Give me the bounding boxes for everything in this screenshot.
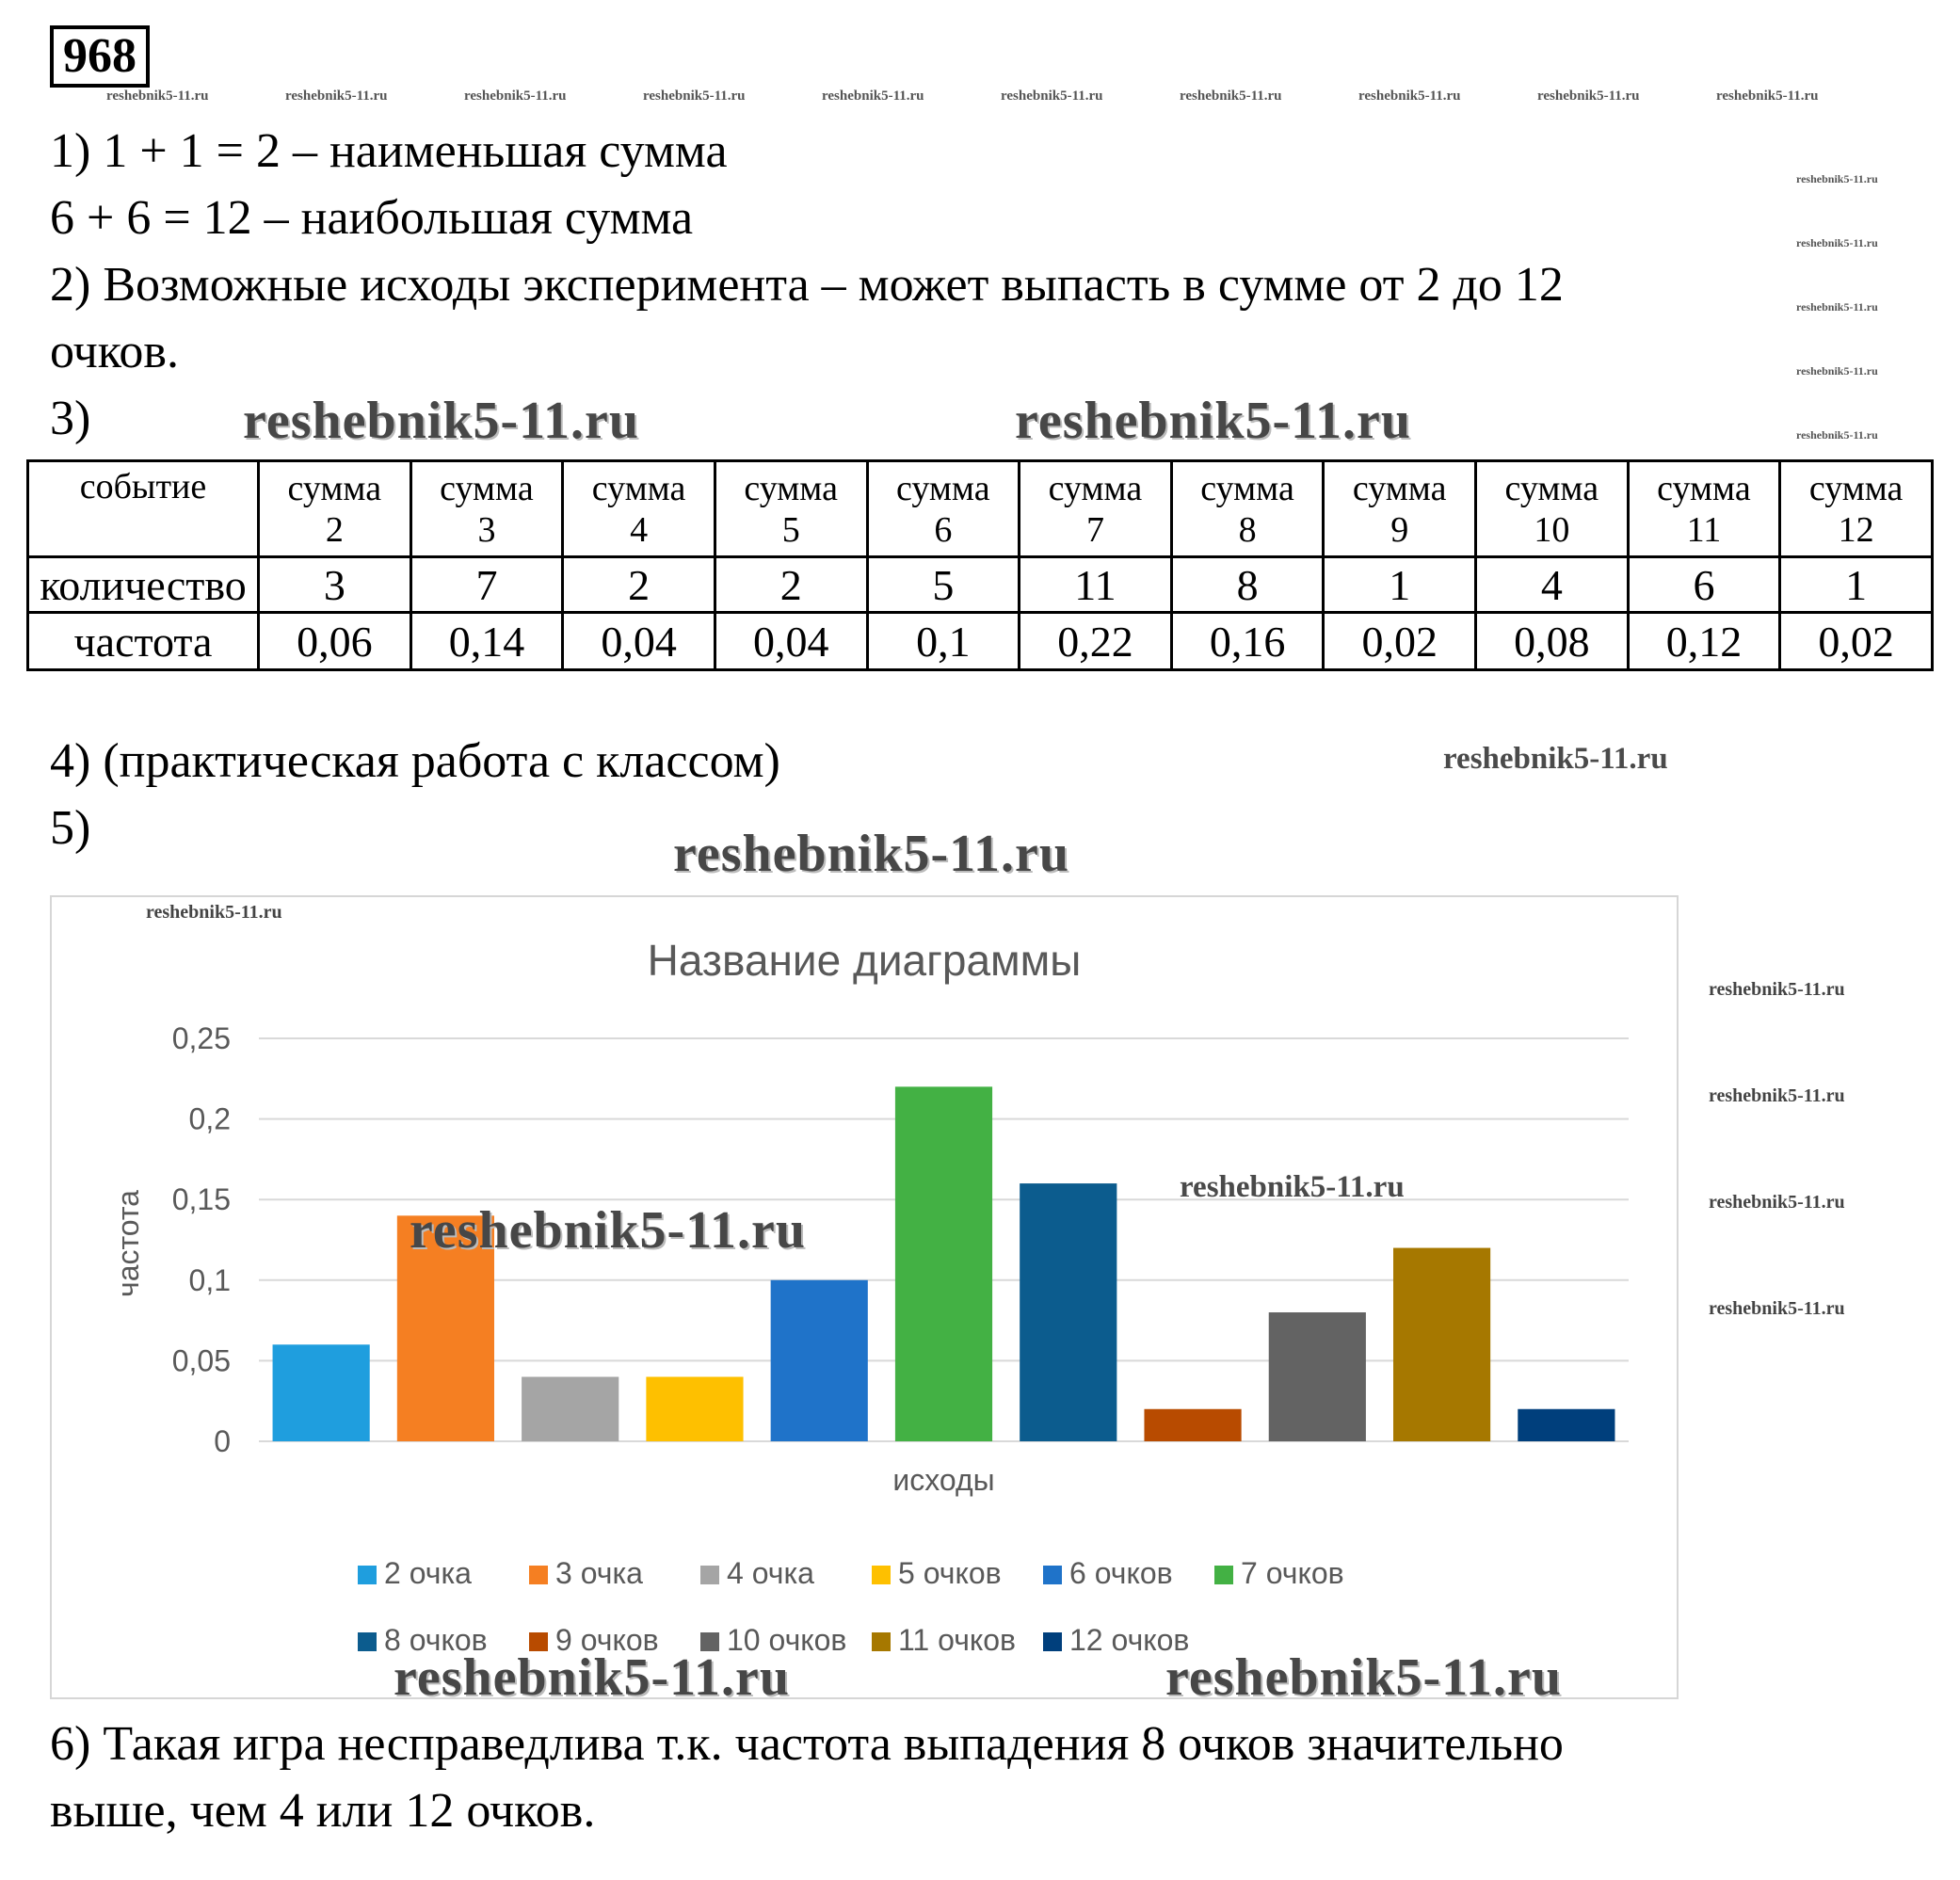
watermark: reshebnik5-11.ru (1796, 364, 1878, 378)
legend-label: 8 очков (384, 1623, 488, 1657)
y-tick-label: 0,2 (188, 1101, 231, 1136)
watermark: reshebnik5-11.ru (1443, 742, 1668, 776)
sum-word: сумма (896, 468, 990, 508)
legend-label: 9 очков (555, 1623, 659, 1657)
legend-swatch (529, 1566, 548, 1584)
legend-swatch (1043, 1632, 1062, 1651)
table-header-cell (410, 461, 563, 557)
sum-value: 11 (1686, 509, 1722, 550)
watermark: reshebnik5-11.ru (1796, 300, 1878, 313)
chart-title: Название диаграммы (647, 936, 1082, 985)
watermark: reshebnik5-11.ru (1796, 236, 1878, 249)
watermark: reshebnik5-11.ru (410, 1201, 807, 1260)
sum-value: 7 (1085, 509, 1104, 550)
legend-label: 7 очков (1241, 1556, 1344, 1590)
count-cell: 5 (867, 557, 1020, 613)
frequency-cell: 0,04 (715, 613, 867, 670)
watermark: reshebnik5-11.ru (643, 88, 746, 104)
legend-label: 12 очков (1069, 1623, 1190, 1657)
legend-swatch (358, 1632, 377, 1651)
count-cell: 2 (563, 557, 715, 613)
table-header-cell (1476, 461, 1629, 557)
table-header-cell (1020, 461, 1172, 557)
row-label-frequency: частота (28, 613, 259, 670)
watermark: reshebnik5-11.ru (394, 1648, 791, 1707)
table-header-cell (1628, 461, 1780, 557)
y-tick-label: 0,05 (171, 1343, 231, 1378)
bar-1 (273, 1344, 370, 1441)
count-cell: 1 (1324, 557, 1476, 613)
sum-word: сумма (1048, 468, 1143, 508)
legend-label: 5 очков (898, 1556, 1002, 1590)
watermark: reshebnik5-11.ru (822, 88, 924, 104)
sum-word: сумма (1504, 468, 1599, 508)
watermark: reshebnik5-11.ru (285, 88, 388, 104)
line-2: 6 + 6 = 12 – наибольшая сумма (50, 191, 694, 245)
watermark: reshebnik5-11.ru (1716, 88, 1819, 104)
legend-swatch (872, 1632, 891, 1651)
legend-label: 3 очка (555, 1556, 643, 1590)
legend-item (358, 1556, 472, 1591)
sum-value: 5 (781, 509, 800, 550)
line-4: очков. (50, 325, 179, 378)
bar-9 (1269, 1312, 1366, 1441)
frequency-table (26, 459, 1934, 671)
y-tick-label: 0 (214, 1424, 231, 1458)
task-number: 968 (50, 25, 150, 88)
watermark: reshebnik5-11.ru (1180, 1170, 1405, 1204)
table-header-cell (715, 461, 867, 557)
y-axis-label: частота (111, 1190, 145, 1297)
row-label-event: событие (28, 461, 259, 557)
table-header-cell (867, 461, 1020, 557)
line-7: 5) (50, 801, 91, 855)
line-8: 6) Такая игра несправедлива т.к. частота выпадения 8 очков значительно (50, 1717, 1564, 1771)
y-tick-label: 0,15 (171, 1182, 231, 1217)
legend-swatch (358, 1566, 377, 1584)
sum-word: сумма (440, 468, 534, 508)
sum-value: 2 (325, 509, 344, 550)
watermark: reshebnik5-11.ru (1796, 172, 1878, 185)
watermark: reshebnik5-11.ru (1165, 1648, 1563, 1707)
frequency-cell: 0,04 (563, 613, 715, 670)
watermark: reshebnik5-11.ru (1001, 88, 1103, 104)
watermark: reshebnik5-11.ru (243, 392, 640, 450)
sum-word: сумма (744, 468, 838, 508)
frequency-cell: 0,12 (1628, 613, 1780, 670)
frequency-cell: 0,1 (867, 613, 1020, 670)
x-axis-label: исходы (892, 1463, 995, 1497)
frequency-cell: 0,22 (1020, 613, 1172, 670)
table-header-cell (1780, 461, 1933, 557)
watermark: reshebnik5-11.ru (1709, 1298, 1845, 1319)
legend-label: 11 очков (898, 1623, 1017, 1657)
bar-7 (1020, 1183, 1117, 1441)
sum-word: сумма (287, 468, 382, 508)
count-cell: 8 (1171, 557, 1324, 613)
watermark: reshebnik5-11.ru (1537, 88, 1640, 104)
count-cell: 4 (1476, 557, 1629, 613)
legend-label: 6 очков (1069, 1556, 1173, 1590)
legend-item (529, 1556, 643, 1591)
line-1: 1) 1 + 1 = 2 – наименьшая сумма (50, 124, 728, 178)
count-cell: 2 (715, 557, 867, 613)
frequency-cell: 0,02 (1324, 613, 1476, 670)
y-tick-label: 0,25 (171, 1021, 231, 1055)
legend-swatch (1214, 1566, 1233, 1584)
line-6: 4) (практическая работа с классом) (50, 734, 780, 788)
watermark: reshebnik5-11.ru (1709, 1192, 1845, 1213)
watermark: reshebnik5-11.ru (673, 825, 1070, 883)
sum-value: 12 (1838, 509, 1874, 550)
frequency-cell: 0,06 (259, 613, 411, 670)
bar-11 (1518, 1409, 1615, 1441)
watermark: reshebnik5-11.ru (1358, 88, 1461, 104)
bar-5 (771, 1280, 868, 1441)
table-header-cell (563, 461, 715, 557)
line-5: 3) (50, 392, 91, 445)
legend-swatch (1043, 1566, 1062, 1584)
chart-area (50, 895, 1679, 1699)
sum-value: 4 (630, 509, 649, 550)
legend-label: 2 очка (384, 1556, 472, 1590)
sum-value: 6 (934, 509, 953, 550)
sum-word: сумма (1657, 468, 1751, 508)
line-3: 2) Возможные исходы эксперимента – может выпасть в сумме от 2 до 12 (50, 258, 1564, 312)
legend-swatch (872, 1566, 891, 1584)
sum-word: сумма (1808, 468, 1904, 508)
frequency-cell: 0,02 (1780, 613, 1933, 670)
legend-item (1043, 1556, 1173, 1591)
watermark: reshebnik5-11.ru (464, 88, 567, 104)
table-header-cell (1171, 461, 1324, 557)
legend-item (872, 1623, 1016, 1658)
row-label-count: количество (28, 557, 259, 613)
line-9: выше, чем 4 или 12 очков. (50, 1784, 596, 1838)
sum-value: 10 (1534, 509, 1570, 550)
bar-chart (52, 897, 1677, 1697)
y-tick-label: 0,1 (188, 1262, 231, 1297)
legend-swatch (700, 1566, 719, 1584)
sum-word: сумма (1200, 468, 1294, 508)
table-header-cell (1324, 461, 1476, 557)
count-cell: 11 (1020, 557, 1172, 613)
legend-label: 4 очка (727, 1556, 814, 1590)
sum-value: 9 (1390, 509, 1409, 550)
table-header-cell (259, 461, 411, 557)
legend-label: 10 очков (727, 1623, 847, 1657)
legend-item (872, 1556, 1002, 1591)
count-cell: 6 (1628, 557, 1780, 613)
watermark: reshebnik5-11.ru (1015, 392, 1412, 450)
bar-8 (1144, 1409, 1241, 1441)
legend-item (700, 1556, 814, 1591)
watermark: reshebnik5-11.ru (1709, 979, 1845, 1000)
count-cell: 1 (1780, 557, 1933, 613)
frequency-cell: 0,08 (1476, 613, 1629, 670)
sum-word: сумма (591, 468, 686, 508)
watermark: reshebnik5-11.ru (1796, 428, 1878, 442)
legend-item (1214, 1556, 1344, 1591)
bar-4 (646, 1377, 743, 1441)
bar-6 (895, 1086, 992, 1441)
frequency-cell: 0,14 (410, 613, 563, 670)
watermark: reshebnik5-11.ru (1180, 88, 1282, 104)
frequency-cell: 0,16 (1171, 613, 1324, 670)
sum-value: 3 (477, 509, 496, 550)
sum-value: 8 (1238, 509, 1257, 550)
count-cell: 7 (410, 557, 563, 613)
bar-10 (1393, 1248, 1490, 1441)
watermark: reshebnik5-11.ru (146, 902, 282, 923)
watermark: reshebnik5-11.ru (1709, 1085, 1845, 1106)
count-cell: 3 (259, 557, 411, 613)
sum-word: сумма (1352, 468, 1447, 508)
watermark: reshebnik5-11.ru (106, 88, 209, 104)
bar-3 (522, 1377, 619, 1441)
